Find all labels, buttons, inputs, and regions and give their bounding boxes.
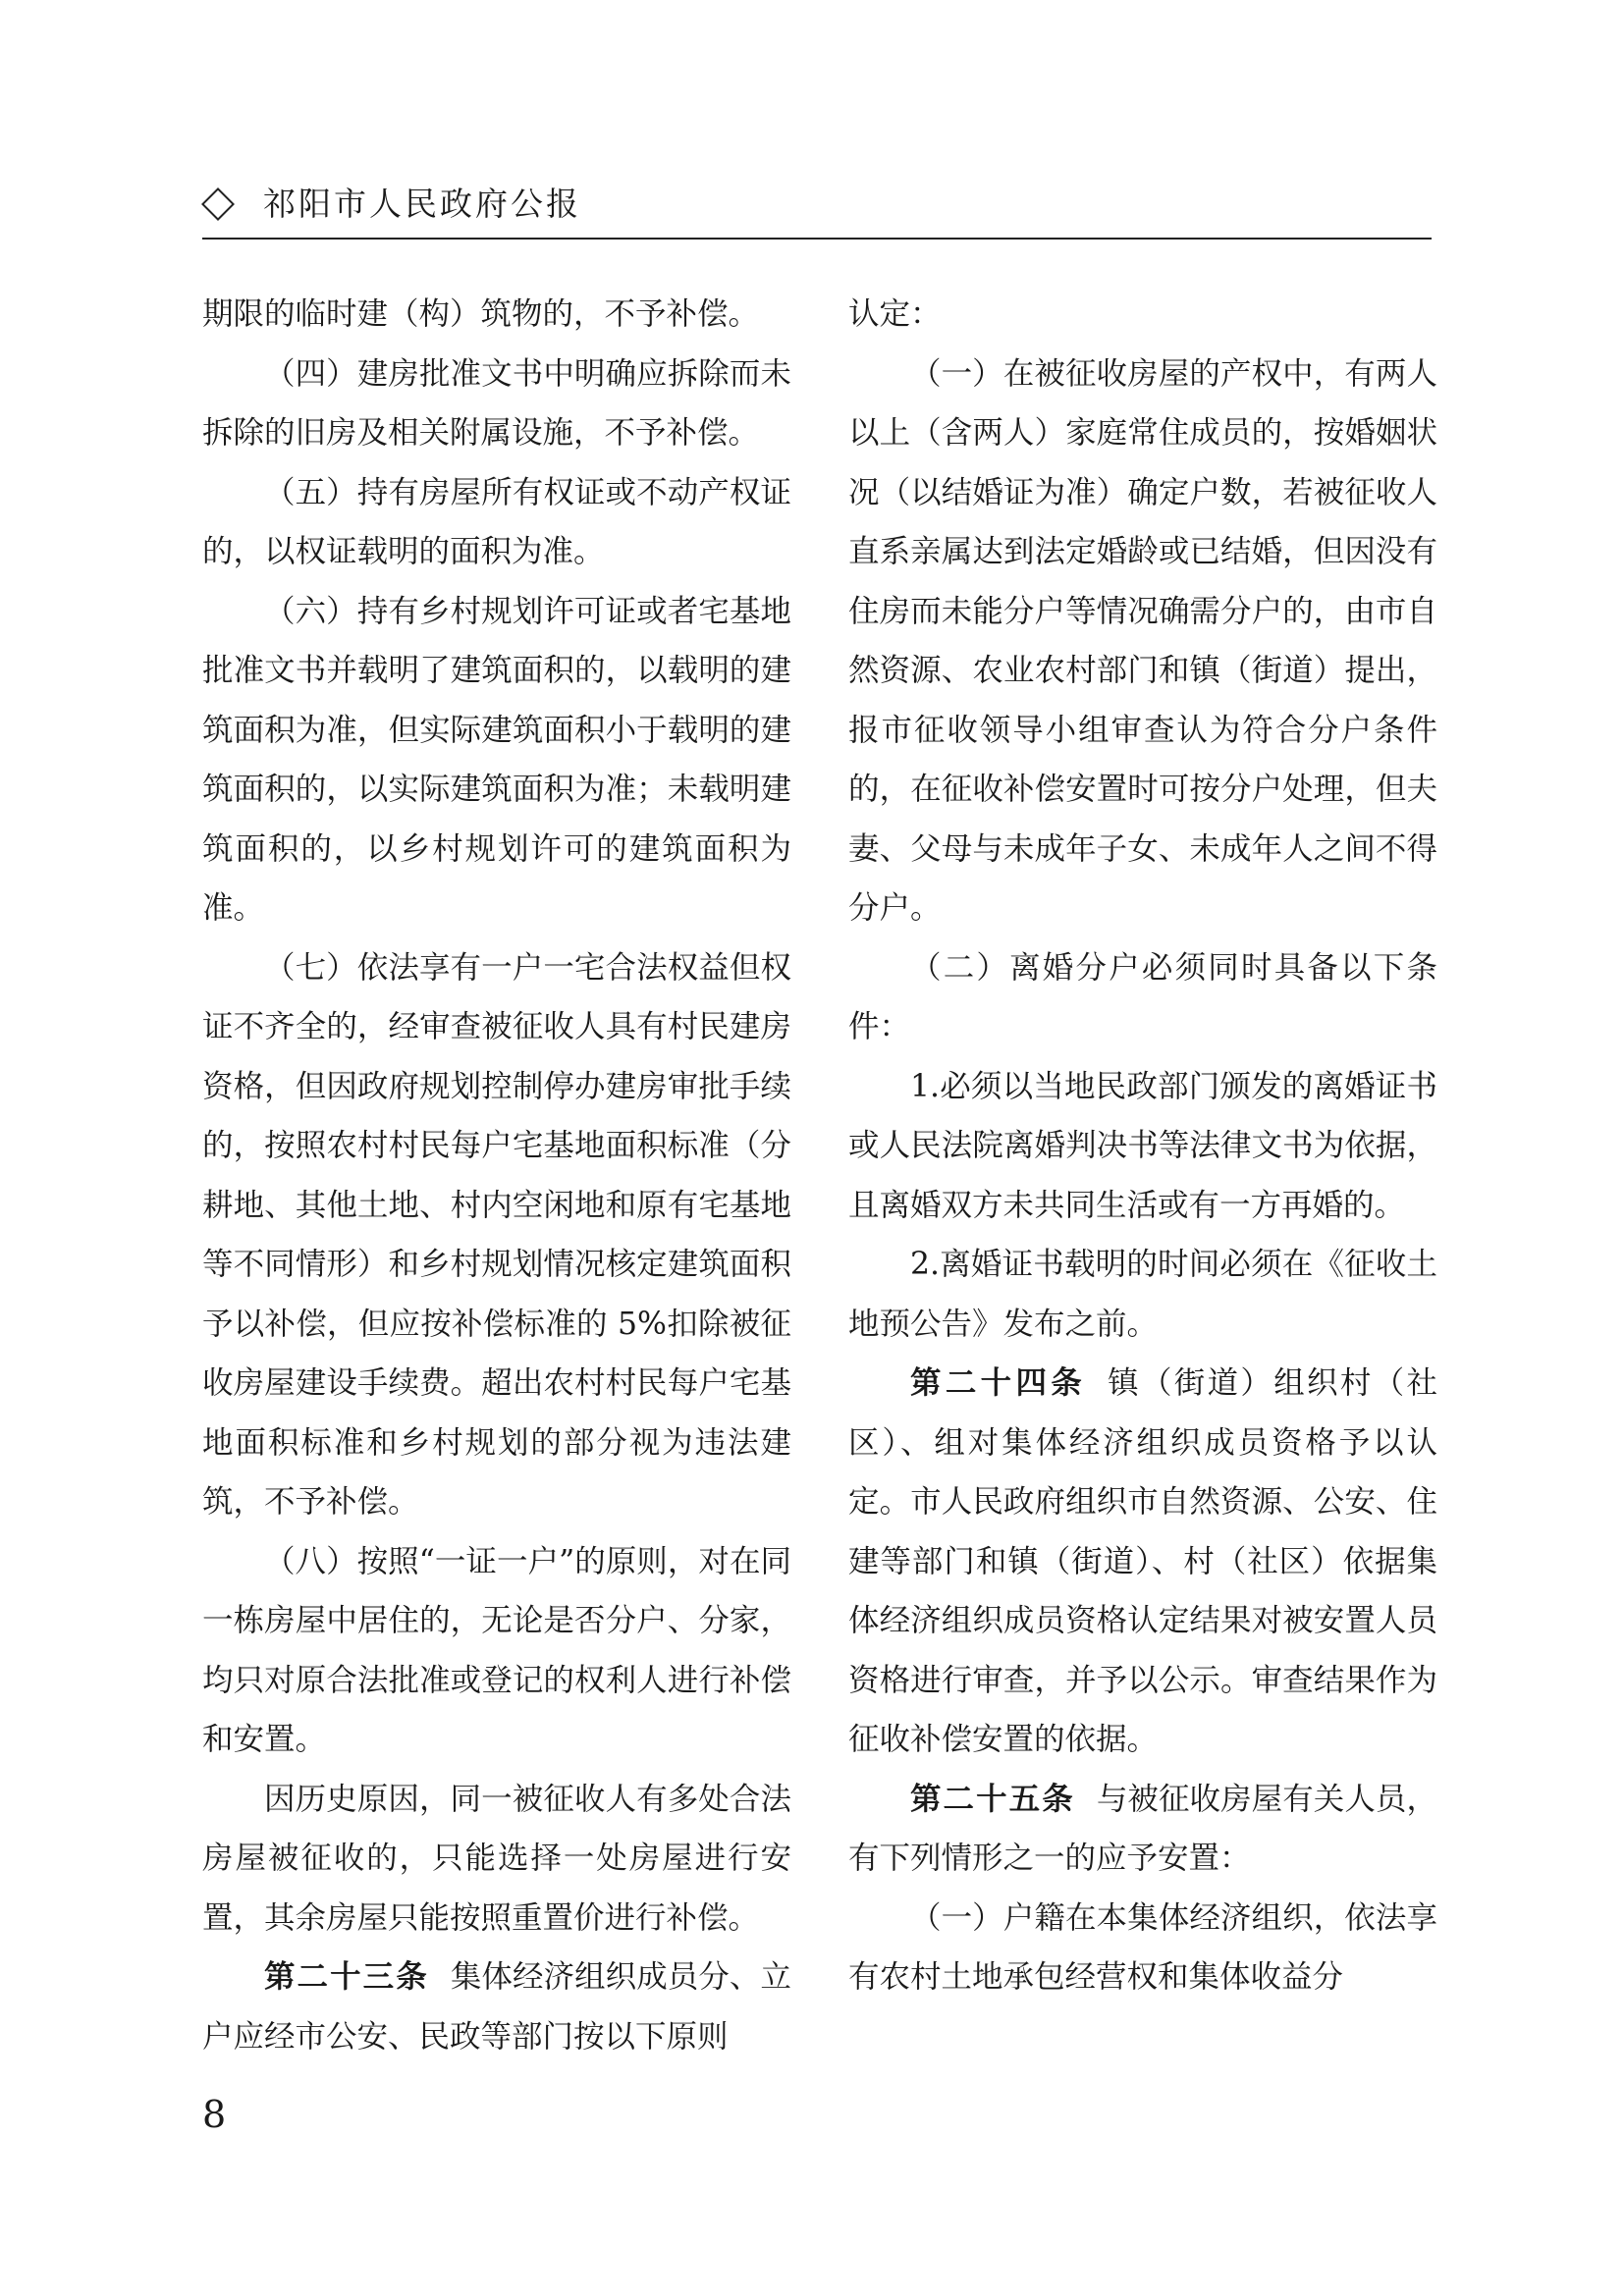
paragraph-text: 镇（街道）组织村（社区）、组对集体经济组织成员资格予以认定。市人民政府组织市自然资源、公安、住建等部门和镇（街道）、村（社区）依据集体经济组织成员资格认定结果对被安置人员资格进行审查，并予以公示。审查结果作为征收补偿安置的依据。 bbox=[848, 1365, 1437, 1757]
paragraph-text: 期限的临时建（构）筑物的，不予补偿。 bbox=[202, 296, 760, 332]
paragraph-text: 因历史原因，同一被征收人有多处合法房屋被征收的，只能选择一处房屋进行安置，其余房屋只能按照重置价进行补偿。 bbox=[202, 1781, 791, 1936]
paragraph-text: （四）建房批准文书中明确应拆除而未拆除的旧房及相关附属设施，不予补偿。 bbox=[202, 355, 791, 451]
left-column bbox=[202, 285, 791, 2066]
right-column bbox=[848, 285, 1437, 2007]
paragraph bbox=[848, 1235, 1437, 1354]
paragraph-text: （一）在被征收房屋的产权中，有两人以上（含两人）家庭常住成员的，按婚姻状况（以结婚证为准）确定户数，若被征收人直系亲属达到法定婚龄或已结婚，但因没有住房而未能分户等情况确需分户的，由市自然资源、农业农村部门和镇（街道）提出，报市征收领导小组审查认为符合分户条件的，在征收补偿安置时可按分户处理，但夫妻、父母与未成年子女、未成年人之间不得分户。 bbox=[848, 355, 1437, 926]
paragraph bbox=[202, 285, 791, 345]
paragraph-text: 1.必须以当地民政部门颁发的离婚证书或人民法院离婚判决书等法律文书为依据，且离婚双方未共同生活或有一方再婚的。 bbox=[848, 1068, 1437, 1223]
paragraph bbox=[848, 345, 1437, 938]
paragraph-text: （二）离婚分户必须同时具备以下条件： bbox=[848, 949, 1437, 1044]
paragraph bbox=[202, 463, 791, 582]
bulletin-title: 祁阳市人民政府公报 bbox=[263, 185, 581, 223]
page-header bbox=[202, 179, 1432, 240]
article-number: 第二十五条 bbox=[910, 1780, 1075, 1817]
paragraph-text: （五）持有房屋所有权证或不动产权证的，以权证载明的面积为准。 bbox=[202, 474, 791, 569]
paragraph-text: 认定： bbox=[848, 296, 942, 332]
paragraph bbox=[848, 1057, 1437, 1236]
paragraph bbox=[848, 285, 1437, 345]
paragraph-text: 集体经济组织成员分、立户应经市公安、民政等部门按以下原则 bbox=[202, 1959, 791, 2055]
paragraph bbox=[202, 938, 791, 1532]
paragraph bbox=[848, 1354, 1437, 1770]
paragraph bbox=[202, 345, 791, 463]
paragraph bbox=[202, 1532, 791, 1770]
paragraph bbox=[202, 1770, 791, 1949]
page-number: 8 bbox=[202, 2093, 227, 2136]
article-number: 第二十三条 bbox=[264, 1958, 429, 1995]
paragraph-text: （一）户籍在本集体经济组织，依法享有农村土地承包经营权和集体收益分 bbox=[848, 1899, 1437, 1995]
paragraph bbox=[848, 938, 1437, 1057]
article-number: 第二十四条 bbox=[910, 1364, 1087, 1401]
diamond-outline-icon bbox=[201, 187, 235, 221]
paragraph-text: 2.离婚证书载明的时间必须在《征收土地预公告》发布之前。 bbox=[848, 1247, 1437, 1342]
paragraph bbox=[848, 1889, 1437, 2007]
paragraph-text: 与被征收房屋有关人员，有下列情形之一的应予安置： bbox=[848, 1781, 1437, 1876]
paragraph-text: （八）按照“一证一户”的原则，对在同一栋房屋中居住的，无论是否分户、分家，均只对原合法批准或登记的权利人进行补偿和安置。 bbox=[202, 1543, 791, 1757]
paragraph-text: （六）持有乡村规划许可证或者宅基地批准文书并载明了建筑面积的，以载明的建筑面积为准，但实际建筑面积小于载明的建筑面积的，以实际建筑面积为准；未载明建筑面积的，以乡村规划许可的建筑面积为准。 bbox=[202, 593, 791, 926]
paragraph bbox=[202, 1948, 791, 2066]
paragraph-text: （七）依法享有一户一宅合法权益但权证不齐全的，经审查被征收人具有村民建房资格，但因政府规划控制停办建房审批手续的，按照农村村民每户宅基地面积标准（分耕地、其他土地、村内空闲地和原有宅基地等不同情形）和乡村规划情况核定建筑面积予以补偿，但应按补偿标准的 5%扣除被征收房屋建设手续费。超出农村村民每户宅基地面积标准和乡村规划的部分视为违法建筑，不予补偿。 bbox=[202, 949, 791, 1520]
paragraph bbox=[848, 1770, 1437, 1889]
paragraph bbox=[202, 582, 791, 938]
